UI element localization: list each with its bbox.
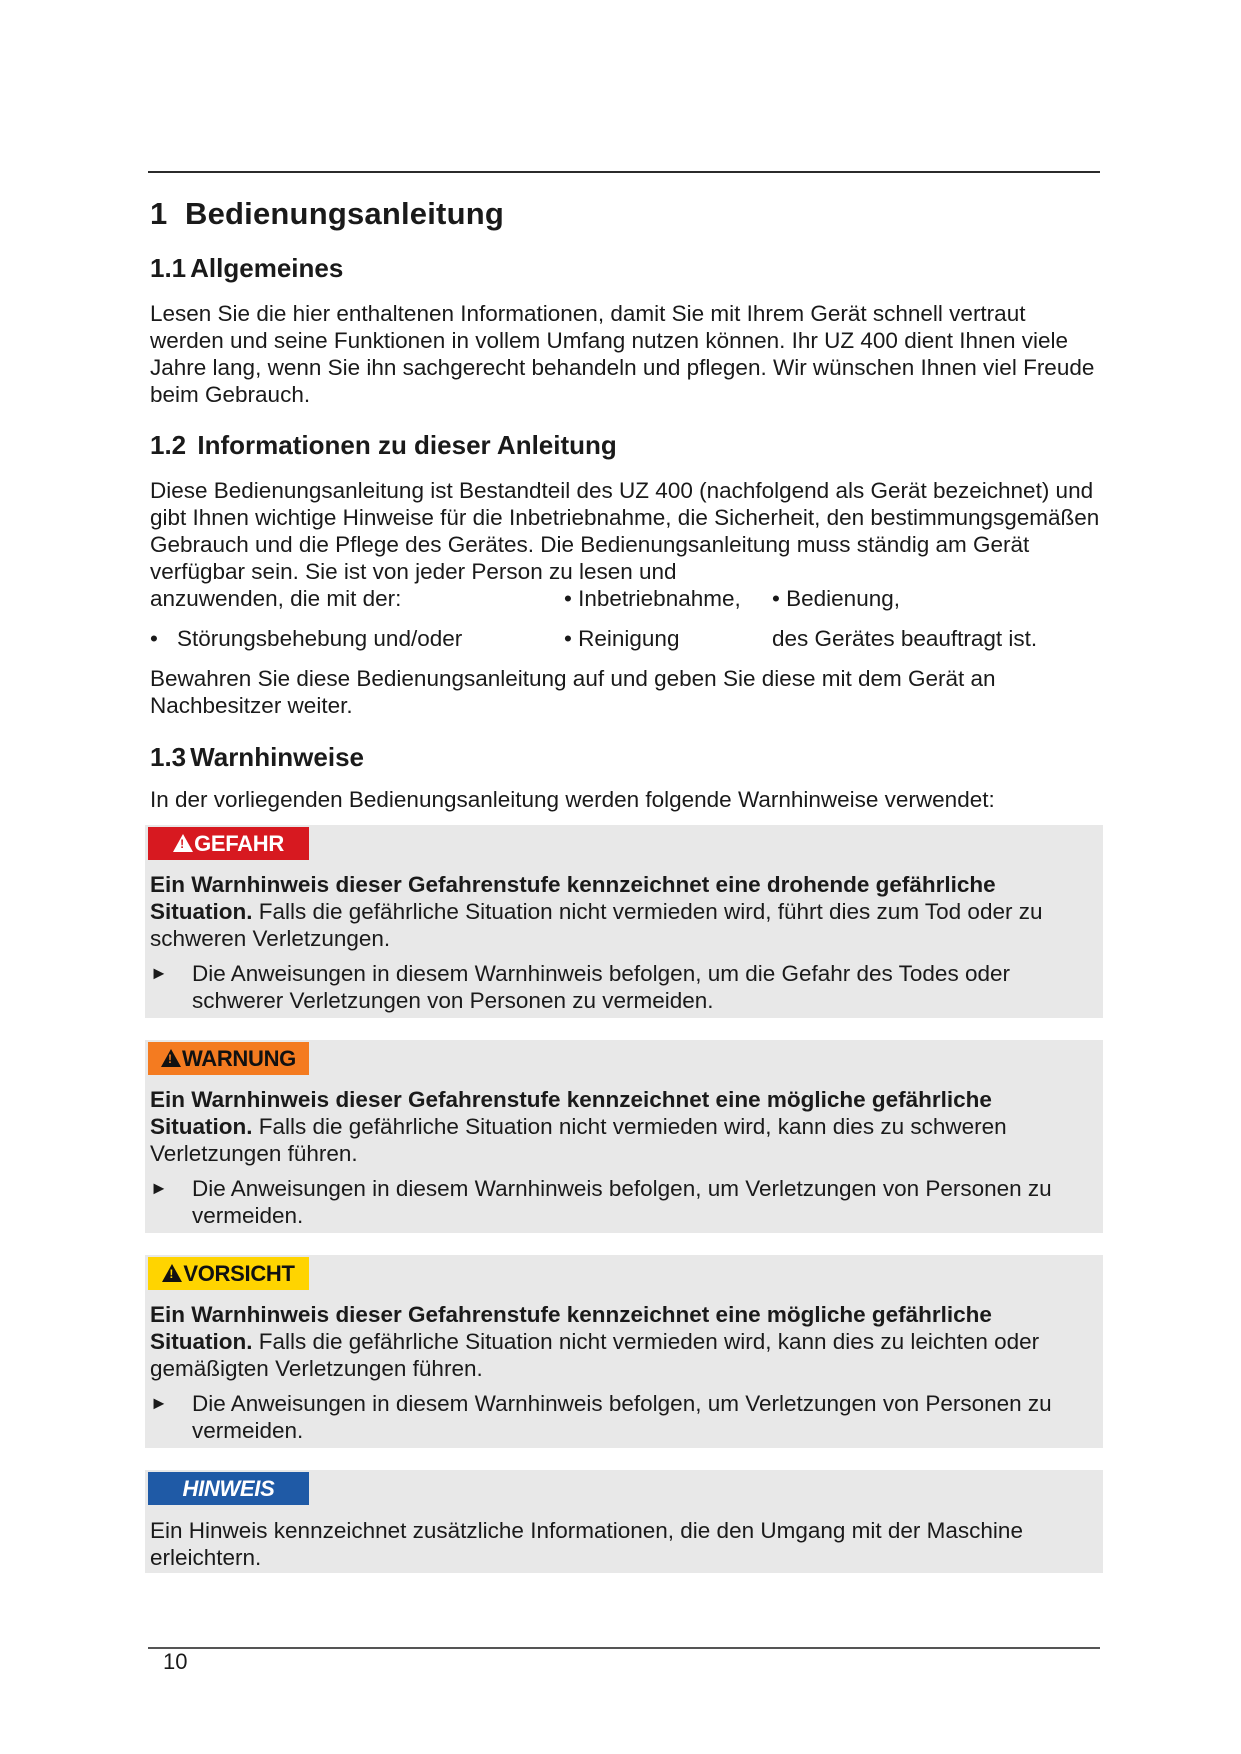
list-bullet: • [150,626,158,651]
badge-label: VORSICHT [183,1261,295,1286]
chapter-number: 1 [150,196,168,231]
warning-box-gefahr [145,825,1103,1018]
section-heading-1-1 [150,253,343,284]
warnung-badge [148,1042,309,1075]
arrow-right-icon: ► [150,1178,168,1198]
hinweis-badge: HINWEIS [148,1472,309,1505]
section-1-2-body: Diese Bedienungsanleitung ist Bestandteil des UZ 400 (nachfolgend als Gerät bezeichnet) und gibt Ihnen wichtige Hinweise für die Inbetriebnahme, die Sicherheit, den bestimmungsgemäßen Gebrauch und die Pflege des Gerätes. Die Bedienungsanleitung muss ständig am Gerät verfügbar sein. Sie ist von jeder Person zu lesen und [150,478,1100,584]
notice-text: Ein Hinweis kennzeichnet zusätzliche Informationen, die den Umgang mit der Maschine erleichtern. [150,1518,1023,1570]
section-1-1-body: Lesen Sie die hier enthaltenen Informationen, damit Sie mit Ihrem Gerät schnell vertraut werden und seine Funktionen in vollem Umfang nutzen können. Ihr UZ 400 dient Ihnen viele Jahre lang, wenn Sie ihn sachgerecht behandeln und pflegen. Wir wünschen Ihnen viel Freude beim Gebrauch. [150,301,1095,407]
warning-description [150,1301,1100,1382]
chapter-title: Bedienungsanleitung [185,196,504,231]
badge-label: GEFAHR [194,831,284,856]
warning-triangle-icon [173,834,193,852]
section-number: 1.1 [150,253,187,283]
instruction-text: Die Anweisungen in diesem Warnhinweis befolgen, um die Gefahr des Todes oder schwerer Verletzungen von Personen zu vermeiden. [192,961,1010,1013]
section-title: Allgemeines [190,253,344,283]
section-1-2-closing: Bewahren Sie diese Bedienungsanleitung auf und geben Sie diese mit dem Gerät an Nachbesitzer weiter. [150,666,996,718]
warning-triangle-icon [162,1264,182,1282]
warning-lead: Ein Warnhinweis dieser Gefahrenstufe kennzeichnet eine drohende gefährliche Situation. [150,872,996,924]
warning-instruction [150,1390,1095,1444]
warning-lead: Ein Warnhinweis dieser Gefahrenstufe kennzeichnet eine mögliche gefährliche Situation. [150,1087,992,1139]
footer-rule [148,1647,1100,1649]
list-tail: des Gerätes beauftragt ist. [772,626,1038,651]
instruction-text: Die Anweisungen in diesem Warnhinweis befolgen, um Verletzungen von Personen zu vermeiden. [192,1176,1052,1228]
warning-consequence: Falls die gefährliche Situation nicht vermieden wird, kann dies zu schweren Verletzungen führen. [150,1114,1007,1166]
section-1-3-intro: In der vorliegenden Bedienungsanleitung werden folgende Warnhinweise verwendet: [150,787,995,812]
warning-consequence: Falls die gefährliche Situation nicht vermieden wird, führt dies zum Tod oder zu schweren Verletzungen. [150,899,1043,951]
warning-consequence: Falls die gefährliche Situation nicht vermieden wird, kann dies zu leichten oder gemäßigten Verletzungen führen. [150,1329,1040,1381]
warning-description [150,871,1100,952]
warning-box-vorsicht [145,1255,1103,1448]
warning-instruction [150,1175,1095,1229]
section-heading-1-3 [150,742,364,773]
section-number: 1.3 [150,742,187,772]
section-heading-1-2 [150,430,617,461]
list-item-inbetriebnahme: • Inbetriebnahme, [564,586,741,611]
notice-box-hinweis [145,1470,1103,1573]
gefahr-badge [148,827,309,860]
badge-label: WARNUNG [181,1046,296,1071]
warning-box-warnung [145,1040,1103,1233]
list-item-stoerungsbehebung: Störungsbehebung und/oder [177,626,463,651]
arrow-right-icon: ► [150,1393,168,1413]
section-number: 1.2 [150,430,187,460]
arrow-right-icon: ► [150,963,168,983]
list-item-bedienung: • Bedienung, [772,586,900,611]
warning-lead: Ein Warnhinweis dieser Gefahrenstufe kennzeichnet eine mögliche gefährliche Situation. [150,1302,992,1354]
instruction-text: Die Anweisungen in diesem Warnhinweis befolgen, um Verletzungen von Personen zu vermeiden. [192,1391,1052,1443]
warning-description [150,1086,1100,1167]
list-lead: anzuwenden, die mit der: [150,586,402,611]
chapter-heading [150,196,504,232]
warning-triangle-icon [161,1049,181,1067]
vorsicht-badge [148,1257,309,1290]
page-number: 10 [163,1649,188,1674]
list-item-reinigung: • Reinigung [564,626,680,651]
warning-instruction [150,960,1095,1014]
header-rule [148,171,1100,173]
section-title: Warnhinweise [190,742,365,772]
section-title: Informationen zu dieser Anleitung [197,430,617,460]
